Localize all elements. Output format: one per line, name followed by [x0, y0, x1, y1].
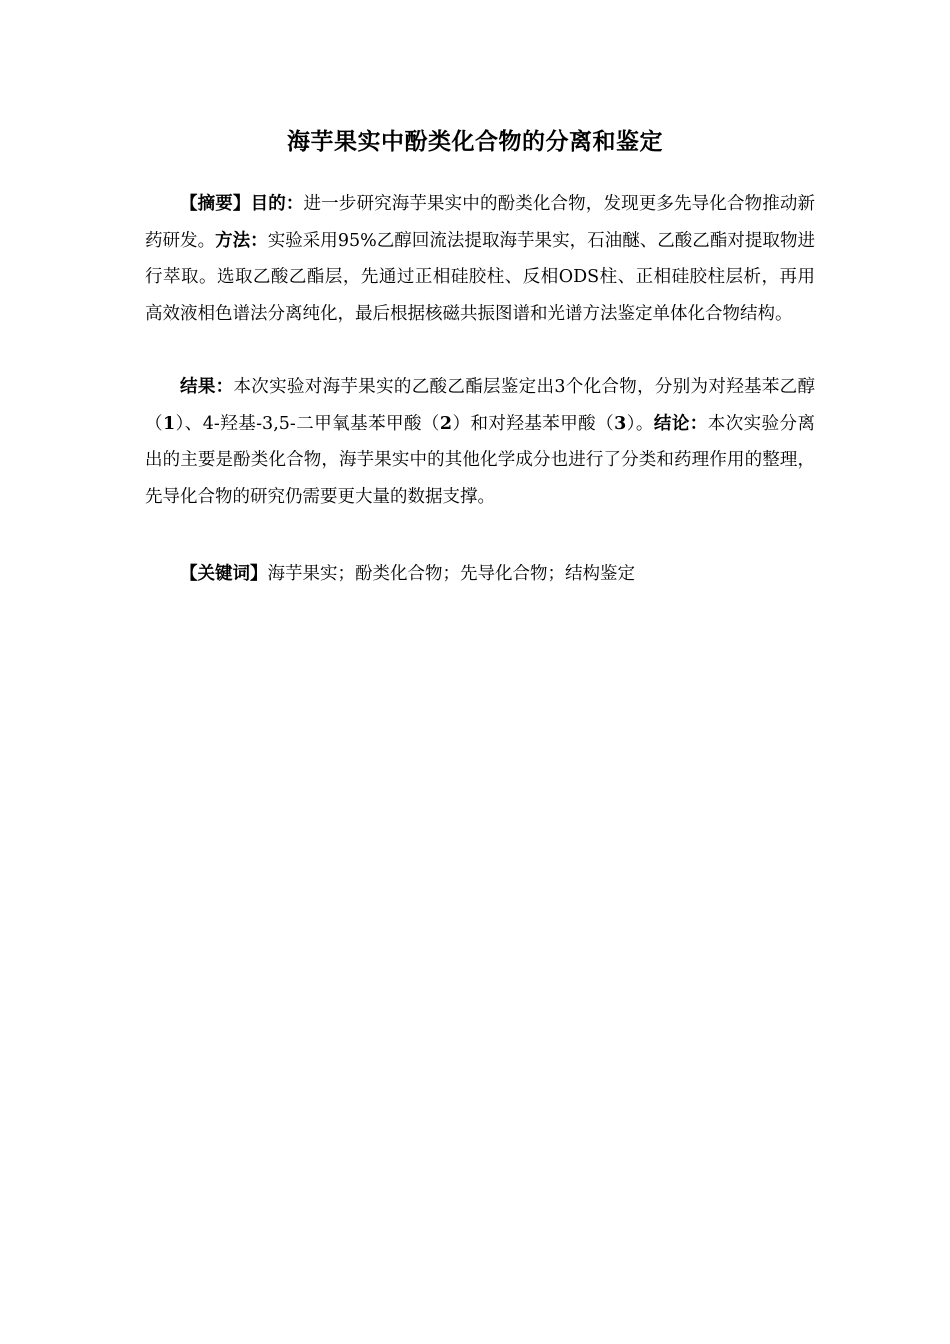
result-text-3: ）和对羟基苯甲酸（ — [452, 413, 615, 434]
objective-text: 进一步研究海芋果实中的酚类化合物，发现更多先导化合物推动新药研发。 — [145, 194, 816, 251]
conclusion-text: 本次实验分离出的主要是酚类化合物，海芋果实中的其他化学成分也进行了分类和药理作用的整理，先导化合物的研究仍需要更大量的数据支撑。 — [145, 413, 816, 507]
document-title: 海芋果实中酚类化合物的分离和鉴定 — [287, 129, 663, 155]
result-text-1: 本次实验对海芋果实的乙酸乙酯层鉴定出3个化合物，分别为对羟基苯乙醇（ — [145, 377, 816, 434]
abstract-heading: 【摘要】 — [180, 194, 251, 214]
result-text-2: ）、4-羟基-3,5-二甲氧基苯甲酸（ — [175, 413, 440, 434]
compound-1-number: 1 — [162, 413, 176, 434]
result-label: 结果： — [180, 377, 234, 397]
compound-3-number: 3 — [614, 413, 627, 434]
compound-2-number: 2 — [439, 413, 453, 434]
abstract-paragraph-result-conclusion — [145, 369, 815, 515]
method-label: 方法： — [215, 230, 268, 251]
method-text: 实验采用95%乙醇回流法提取海芋果实，石油醚、乙酸乙酯对提取物进行萃取。选取乙酸乙酯层，先通过正相硅胶柱、反相ODS柱、正相硅胶柱层析，再用高效液相色谱法分离纯化，最后根据核磁共振图谱和光谱方法鉴定单体化合物结构。 — [145, 230, 815, 324]
objective-label: 目的： — [250, 194, 304, 214]
abstract-paragraph-objective-method — [145, 186, 815, 332]
conclusion-label: 结论： — [653, 413, 708, 434]
result-text-4: ）。 — [626, 413, 654, 434]
keywords-heading: 【关键词】 — [180, 564, 268, 584]
keywords-paragraph — [145, 556, 815, 593]
keywords-text: 海芋果实；酚类化合物；先导化合物；结构鉴定 — [267, 564, 635, 584]
